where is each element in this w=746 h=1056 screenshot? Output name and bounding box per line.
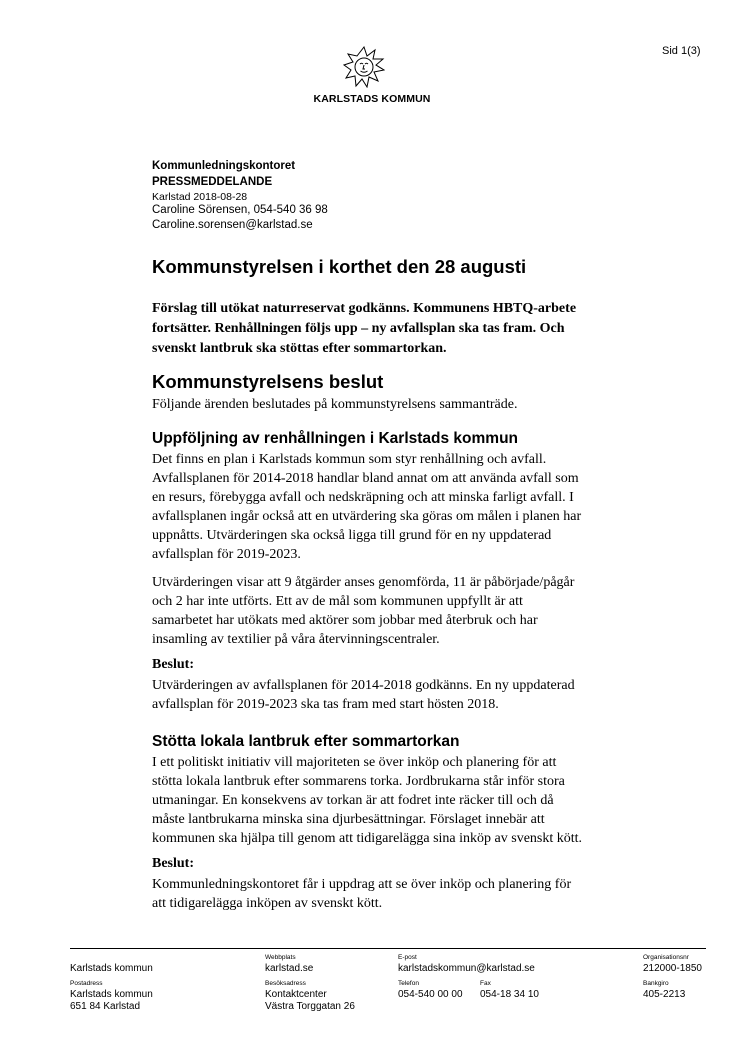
footer-email-label: E-post	[398, 954, 417, 961]
footer-name: Karlstads kommun	[70, 963, 153, 974]
footer-divider	[70, 948, 706, 949]
decision-label: Beslut:	[152, 856, 194, 871]
footer-orgnr: 212000-1850	[643, 963, 702, 974]
decision-text	[152, 875, 632, 913]
text-line: stötta lokala lantbruk efter sommarens torka. Jordbrukarna står inför stora	[152, 774, 565, 789]
text-line: utmaningar. En konsekvens av torkan är att fodret inte räcker till och då	[152, 793, 554, 808]
text-line: insamling av textilier på våra återvinningscentraler.	[152, 632, 440, 647]
text-line: kommunen ska hjälpa till genom att tidigarelägga sina inköp av svenskt kött.	[152, 831, 583, 846]
org-name: KARLSTADS KOMMUN	[313, 93, 431, 105]
text-line: Kommunledningskontoret får i uppdrag att se över inköp och planering för	[152, 877, 572, 892]
item-heading: Stötta lokala lantbruk efter sommartorkan	[152, 733, 460, 750]
text-line: måste lantbrukarna minska sina djurbesättningar. Förslaget innebär att	[152, 812, 545, 827]
text-line: avfallsplanen ingår också att en utvärdering ska göras om målen i planen har	[152, 509, 582, 524]
footer-postal-line1: Karlstads kommun	[70, 989, 153, 1000]
contact-email: Caroline.sorensen@karlstad.se	[152, 219, 313, 231]
text-line: Avfallsplanen för 2014-2018 handlar bland annat om att använda avfall som	[152, 471, 579, 486]
page-title: Kommunstyrelsen i korthet den 28 augusti	[152, 256, 527, 277]
footer-postal-label: Postadress	[70, 980, 103, 987]
footer-phone-label: Telefon	[398, 980, 419, 987]
footer-orgnr-label: Organisationsnr	[643, 954, 689, 961]
lead-line: fortsätter. Renhållningen följs upp – ny avfallsplan ska tas fram. Och	[152, 321, 565, 336]
footer-visit-label: Besöksadress	[265, 980, 306, 987]
text-line: en resurs, förebygga avfall och nedskräpning och att minska farligt avfall. I	[152, 490, 574, 505]
text-line: avfallsplan för 2019-2023.	[152, 547, 301, 562]
footer-fax-label: Fax	[480, 980, 491, 987]
page-number: Sid 1(3)	[662, 45, 701, 57]
lead-line: Förslag till utökat naturreservat godkänns. Kommunens HBTQ-arbete	[152, 301, 577, 316]
lead-line: svenskt lantbruk ska stöttas efter sommartorkan.	[152, 341, 447, 356]
text-line: Utvärderingen av avfallsplanen för 2014-2018 godkänns. En ny uppdaterad	[152, 678, 575, 693]
place-date: Karlstad 2018-08-28	[152, 191, 248, 203]
text-line: och 2 har inte utförts. Ett av de mål som kommunen uppfyllt är att	[152, 594, 523, 609]
footer-bankgiro: 405-2213	[643, 989, 686, 1000]
footer-bankgiro-label: Bankgiro	[643, 980, 669, 987]
item-paragraph	[152, 753, 632, 848]
footer-email: karlstadskommun@karlstad.se	[398, 963, 535, 974]
footer-web: karlstad.se	[265, 963, 314, 974]
text-line: att tidigarelägga inköpen av svenskt kött.	[152, 896, 383, 911]
footer-web-label: Webbplats	[265, 954, 296, 961]
footer-visit-line1: Kontaktcenter	[265, 989, 327, 1000]
contact-person: Caroline Sörensen, 054-540 36 98	[152, 204, 328, 216]
item-heading: Uppföljning av renhållningen i Karlstads kommun	[152, 430, 519, 447]
lead-paragraph	[152, 299, 632, 359]
text-line: uppnåtts. Utvärderingen ska också ligga till grund för en ny uppdaterad	[152, 528, 552, 543]
document-type: PRESSMEDDELANDE	[152, 176, 273, 188]
decision-text	[152, 676, 632, 714]
text-line: I ett politiskt initiativ vill majoriteten se över inköp och planering för att	[152, 755, 557, 770]
footer-visit-line2: Västra Torggatan 26	[265, 1001, 355, 1012]
decision-label: Beslut:	[152, 657, 194, 672]
text-line: samarbetet har utökats med aktörer som jobbar med återbruk och har	[152, 613, 538, 628]
text-line: Utvärderingen visar att 9 åtgärder anses genomförda, 11 är påbörjade/pågår	[152, 575, 575, 590]
text-line: avfallsplan för 2019-2023 ska tas fram med start hösten 2018.	[152, 697, 499, 712]
department: Kommunledningskontoret	[152, 160, 296, 172]
text-line: Det finns en plan i Karlstads kommun som styr renhållning och avfall.	[152, 452, 547, 467]
section-heading: Kommunstyrelsens beslut	[152, 371, 384, 392]
footer-phone: 054-540 00 00	[398, 989, 463, 1000]
section-intro: Följande ärenden beslutades på kommunstyrelsens sammanträde.	[152, 397, 518, 412]
footer-postal-line2: 651 84 Karlstad	[70, 1001, 141, 1012]
footer-fax: 054-18 34 10	[480, 989, 539, 1000]
karlstad-sun-logo-icon	[343, 46, 385, 88]
item-paragraph	[152, 450, 632, 564]
item-paragraph	[152, 573, 632, 649]
